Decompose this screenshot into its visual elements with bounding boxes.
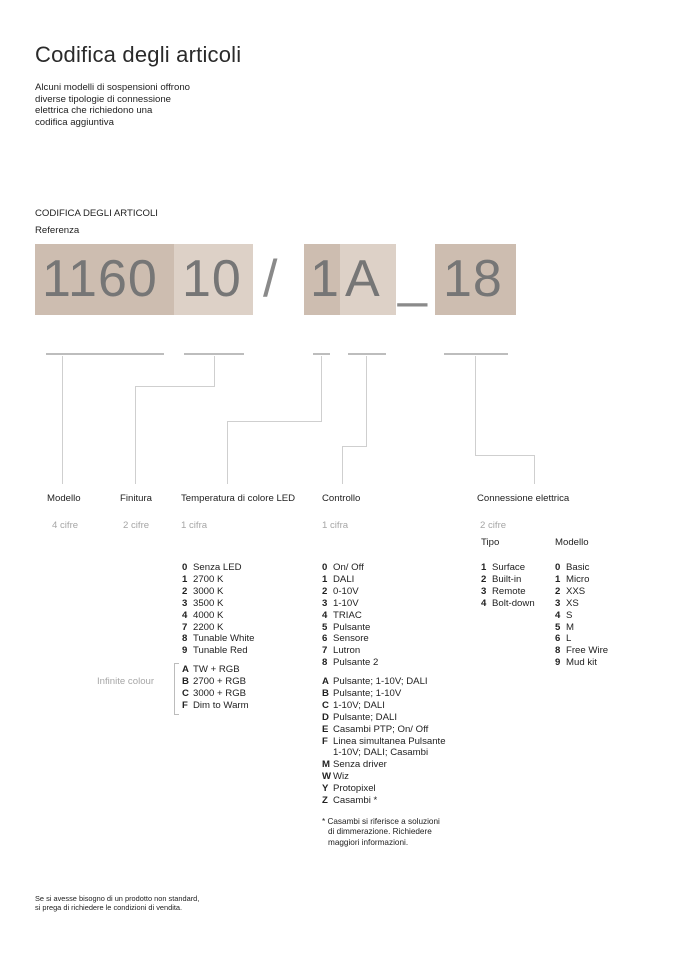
list-item (322, 586, 378, 598)
list-item-code: A (182, 664, 189, 675)
list-item (322, 657, 378, 669)
list-item-code: 4 (481, 597, 487, 609)
col-connessione-label: Connessione elettrica (477, 493, 570, 504)
underline-controllo (348, 353, 386, 355)
list-item-value: L (566, 633, 572, 645)
list-item (322, 712, 446, 724)
infinite-colour-label: Infinite colour (97, 676, 155, 687)
list-item-value: Mud kit (566, 657, 597, 669)
connector-controllo (366, 356, 367, 447)
control-list (322, 562, 378, 669)
control-list-2 (322, 676, 446, 807)
list-item-code: C (322, 699, 329, 711)
list-item (182, 664, 249, 676)
list-item (481, 574, 535, 586)
underline-modello (46, 353, 164, 355)
list-item-code: B (182, 675, 189, 687)
list-item-code: 7 (322, 645, 328, 657)
list-item-value: Pulsante 2 (333, 657, 379, 669)
list-item-code: 0 (322, 562, 328, 573)
list-item (322, 574, 378, 586)
col-finitura-sub: 2 cifre (123, 520, 150, 531)
control-note-line: maggiori informazioni. (328, 837, 409, 847)
list-item-code: 6 (322, 633, 328, 645)
list-item-value: Casambi * (333, 795, 378, 807)
col-controllo-sub: 1 cifra (322, 520, 349, 531)
intro-line-2: diverse tipologie di connessione (35, 93, 171, 105)
list-item-value: TRIAC (333, 609, 362, 621)
col-temperatura-label: Temperatura di colore LED (181, 493, 296, 504)
list-item-code: 2 (182, 585, 188, 597)
list-item-value: S (566, 609, 573, 621)
temperature-list-2 (182, 664, 249, 712)
footnote-line: si prega di richiedere le condizioni di vendita. (35, 903, 183, 913)
list-item-code: 9 (555, 657, 561, 669)
modello-sub-label: Modello (555, 537, 589, 548)
list-item-code: M (322, 759, 330, 771)
list-item-code: F (322, 735, 328, 747)
connector-modello (62, 356, 63, 484)
list-item-code: 2 (322, 585, 328, 597)
list-item-code: 1 (555, 573, 561, 585)
page-title: Codifica degli articoli (35, 42, 242, 67)
list-item (555, 610, 608, 622)
list-item (481, 586, 535, 598)
list-item-code: 0 (182, 562, 188, 573)
list-item (182, 676, 249, 688)
list-item (322, 724, 446, 736)
code-underscore: _ (398, 250, 428, 308)
list-item-value: 0-10V (333, 585, 359, 597)
list-item-value: 3500 K (193, 597, 224, 609)
list-item (481, 598, 535, 610)
list-item-code: E (322, 723, 329, 735)
list-item-value: 2700 + RGB (193, 675, 247, 687)
control-note-line: di dimmerazione. Richiedere (328, 827, 432, 837)
list-item-value: Remote (492, 585, 526, 597)
list-item-value: Built-in (492, 573, 522, 585)
list-item-value: Pulsante (333, 621, 371, 633)
control-note-line: * Casambi si riferisce a soluzioni (322, 817, 440, 826)
list-item-code: 0 (555, 562, 561, 573)
list-item (182, 700, 249, 712)
control-note (322, 817, 440, 848)
list-item (182, 574, 255, 586)
list-item (555, 622, 608, 634)
temperature-list (182, 562, 255, 657)
intro-line-1: Alcuni modelli di sospensioni offrono (35, 82, 191, 93)
list-item (322, 736, 446, 748)
list-item-code: 1 (182, 573, 188, 585)
connector-temp (321, 356, 322, 422)
list-item (555, 598, 608, 610)
underline-finitura (184, 353, 244, 355)
list-item (481, 562, 535, 574)
list-item-value: 2700 K (193, 573, 224, 585)
list-item-value: Senza LED (193, 562, 242, 573)
infinite-colour-bracket (174, 663, 179, 715)
list-item (322, 676, 446, 688)
intro-line-3: elettrica che richiedono una (35, 105, 153, 116)
list-item-code: A (322, 676, 329, 687)
list-item-code: 3 (555, 597, 561, 609)
list-item-value: Lutron (333, 645, 361, 657)
list-item-code: 2 (555, 585, 561, 597)
list-item (555, 633, 608, 645)
list-item-value: Casambi PTP; On/ Off (333, 723, 429, 735)
modello-list (555, 562, 608, 669)
list-item (182, 598, 255, 610)
list-item-code: 5 (322, 621, 328, 633)
col-modello-label: Modello (47, 493, 81, 504)
code-connessione: 18 (443, 250, 503, 308)
list-item (322, 771, 446, 783)
list-item (322, 562, 378, 574)
list-item-value: Basic (566, 562, 590, 573)
list-item (555, 574, 608, 586)
list-item-value: Tunable White (193, 633, 255, 645)
list-item (182, 586, 255, 598)
list-item-code: F (182, 699, 188, 711)
list-item-code: 4 (322, 609, 328, 621)
list-item (555, 586, 608, 598)
list-item (182, 562, 255, 574)
list-item-value: Bolt-down (492, 597, 535, 609)
list-item-value: 3000 K (193, 585, 224, 597)
list-item-code: 8 (182, 633, 188, 645)
connector-finitura (214, 356, 215, 386)
tipo-list (481, 562, 535, 610)
tipo-label: Tipo (481, 537, 500, 548)
list-item (182, 633, 255, 645)
col-controllo-label: Controllo (322, 493, 361, 504)
list-item-value: Surface (492, 562, 526, 573)
list-item-code: D (322, 711, 329, 723)
col-modello-sub: 4 cifre (52, 520, 79, 531)
list-item (322, 700, 446, 712)
list-item-code: 3 (481, 585, 487, 597)
underline-temp (313, 353, 330, 355)
list-item-value: Micro (566, 573, 590, 585)
list-item (322, 688, 446, 700)
list-item (555, 645, 608, 657)
footnote-line: Se si avesse bisogno di un prodotto non standard, (35, 894, 200, 903)
list-item-code: 4 (555, 609, 561, 621)
list-item-value: Tunable Red (193, 645, 248, 657)
list-item-value: On/ Off (333, 562, 364, 573)
list-item (322, 598, 378, 610)
list-item-code: 1 (481, 562, 487, 573)
list-item-value: M (566, 621, 574, 633)
list-item-value: Protopixel (333, 783, 376, 795)
list-item (322, 747, 446, 759)
list-item-code: C (182, 687, 189, 699)
list-item (322, 645, 378, 657)
list-item (322, 622, 378, 634)
intro-line-4: codifica aggiuntiva (35, 116, 114, 128)
list-item-code: 1 (322, 573, 328, 585)
list-item-value: TW + RGB (193, 664, 240, 675)
list-item (182, 645, 255, 657)
list-item-value: Pulsante; 1-10V; DALI (333, 676, 428, 687)
list-item-value: 3000 + RGB (193, 687, 247, 699)
list-item-code: 3 (182, 597, 188, 609)
list-item-code: 4 (182, 609, 188, 621)
list-item (555, 657, 608, 669)
list-item-code: B (322, 687, 329, 699)
list-item-value: 1-10V; DALI (333, 699, 385, 711)
list-item-code: 6 (555, 633, 561, 645)
list-item-value: Sensore (333, 633, 369, 645)
connector-connessione (475, 356, 476, 456)
code-slash: / (263, 250, 279, 308)
list-item-value: XXS (566, 585, 586, 597)
code-modello: 1160 (42, 250, 158, 308)
list-item-value: Wiz (333, 771, 349, 783)
list-item (322, 610, 378, 622)
col-temperatura-sub: 1 cifra (181, 520, 208, 531)
list-item-code: 9 (182, 645, 188, 657)
list-item-code: 2 (481, 573, 487, 585)
list-item (555, 562, 608, 574)
list-item-code: 3 (322, 597, 328, 609)
list-item-value: 2200 K (193, 621, 224, 633)
list-item-value: Free Wire (566, 645, 609, 657)
code-temp: 1 (310, 250, 340, 308)
list-item-value: Dim to Warm (193, 699, 249, 711)
list-item-code: Z (322, 795, 328, 807)
list-item-value: Senza driver (333, 759, 387, 771)
list-item (182, 688, 249, 700)
col-connessione-sub: 2 cifre (480, 520, 507, 531)
col-finitura-label: Finitura (120, 493, 152, 504)
list-item (322, 795, 446, 807)
list-item (322, 783, 446, 795)
list-item (182, 610, 255, 622)
list-item-value: Linea simultanea Pulsante (333, 735, 446, 747)
list-item-value: Pulsante; DALI (333, 711, 397, 723)
list-item-code: Y (322, 783, 329, 795)
footnote (35, 894, 199, 912)
list-item (322, 633, 378, 645)
list-item-value: 4000 K (193, 609, 224, 621)
code-controllo: A (345, 250, 381, 308)
list-item-value: XS (566, 597, 579, 609)
list-item-code: 7 (182, 621, 188, 633)
underline-connessione (444, 353, 508, 355)
list-item-value: 1-10V (333, 597, 359, 609)
list-item-value: DALI (333, 573, 355, 585)
list-item-code: W (322, 771, 332, 783)
list-item-code: 8 (322, 657, 328, 669)
list-item-value: Pulsante; 1-10V (333, 687, 402, 699)
list-item-code: 5 (555, 621, 561, 633)
section-label: CODIFICA DEGLI ARTICOLI (35, 208, 158, 219)
code-finitura: 10 (182, 250, 242, 308)
list-item (322, 759, 446, 771)
list-item-code: 8 (555, 645, 561, 657)
list-item-value: 1-10V; DALI; Casambi (333, 747, 429, 759)
section-sublabel: Referenza (35, 225, 80, 236)
list-item (182, 622, 255, 634)
